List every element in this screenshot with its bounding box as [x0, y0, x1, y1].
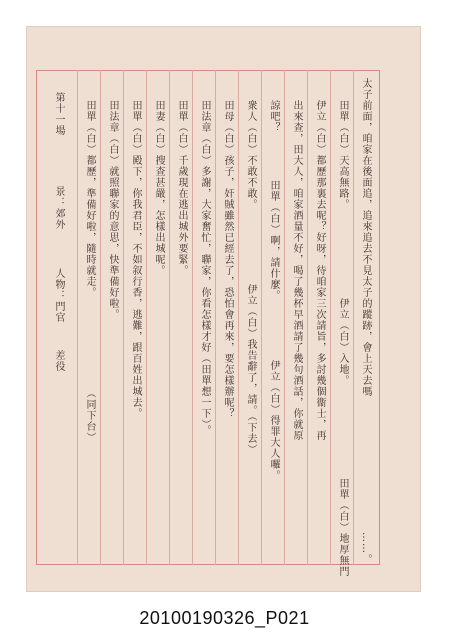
- scene-setting: 景：郊外: [53, 186, 64, 230]
- script-line: 田單（白）千歲現在逃出城外要緊。: [176, 100, 187, 276]
- script-line: 田法章（白）多謝，大家奮忙，聯家，你看怎樣才好（田單想一下）。: [199, 100, 210, 436]
- script-line: 太子前面，咱家在後面追，追來追去不見太子的蹤跡，會上天去嗎: [360, 78, 371, 397]
- column-rule: [330, 70, 331, 565]
- script-line: 伊立（白）入地。: [337, 298, 348, 386]
- script-line: （同下台）: [84, 388, 95, 443]
- script-line: 伊立（白）得罪大人囉。: [268, 360, 279, 481]
- script-line: 田單（白）地厚無門: [337, 478, 348, 577]
- script-line: 伊立（白）我告辭了，請。（下去）: [245, 284, 256, 455]
- image-caption: 20100190326_P021: [139, 608, 310, 628]
- left-border-rule: [36, 70, 37, 565]
- column-rule: [261, 70, 262, 565]
- script-line: 衆人（白）不敢不敢。: [245, 100, 256, 210]
- column-rule: [307, 70, 308, 565]
- right-border-rule: [379, 70, 380, 565]
- script-line: 田法章（白）就照聯家的意思，快準備好啦。: [107, 100, 118, 320]
- column-rule: [215, 70, 216, 565]
- column-rule: [284, 70, 285, 565]
- column-rule: [146, 70, 147, 565]
- script-line: 田單（白）都歷，準備好啦，隨時就走。: [84, 100, 95, 298]
- script-line: 諒吧？: [268, 100, 279, 133]
- script-line: 田單（白）啊，請什麼。: [268, 180, 279, 301]
- script-line: 出來查，田大人，咱家酒量不好，喝了幾杯早酒請了幾句酒話，你就原: [291, 100, 302, 441]
- column-rule: [100, 70, 101, 565]
- column-rule: [169, 70, 170, 565]
- scene-heading: 第十一場: [53, 92, 64, 136]
- column-rule: [192, 70, 193, 565]
- column-rule: [123, 70, 124, 565]
- scene-characters: 人物：門官: [53, 268, 64, 323]
- column-rule: [353, 70, 354, 565]
- script-line: 田母（白）孩子，奸賊雖然已經去了，恐怕會再來，要怎樣辦呢？: [222, 100, 233, 419]
- script-line: 田妻（白）搜查甚嚴，怎樣出城呢。: [153, 100, 164, 276]
- column-rule: [238, 70, 239, 565]
- column-rule: [77, 70, 78, 565]
- scene-characters: 差役: [53, 350, 64, 372]
- script-line: 伊立（白）都歷那裏去呢？好呀，待咱家三次請旨，多討幾個衞士，再: [314, 100, 325, 441]
- script-line: 田單（白）天高無路。: [337, 100, 348, 210]
- bottom-border-rule: [36, 564, 380, 565]
- script-line: 田單（白）殿下，你我君臣，不如叙行香，逃難，跟百姓出城去。: [130, 100, 141, 419]
- top-border-rule: [36, 70, 380, 71]
- script-line: ……。: [360, 532, 371, 565]
